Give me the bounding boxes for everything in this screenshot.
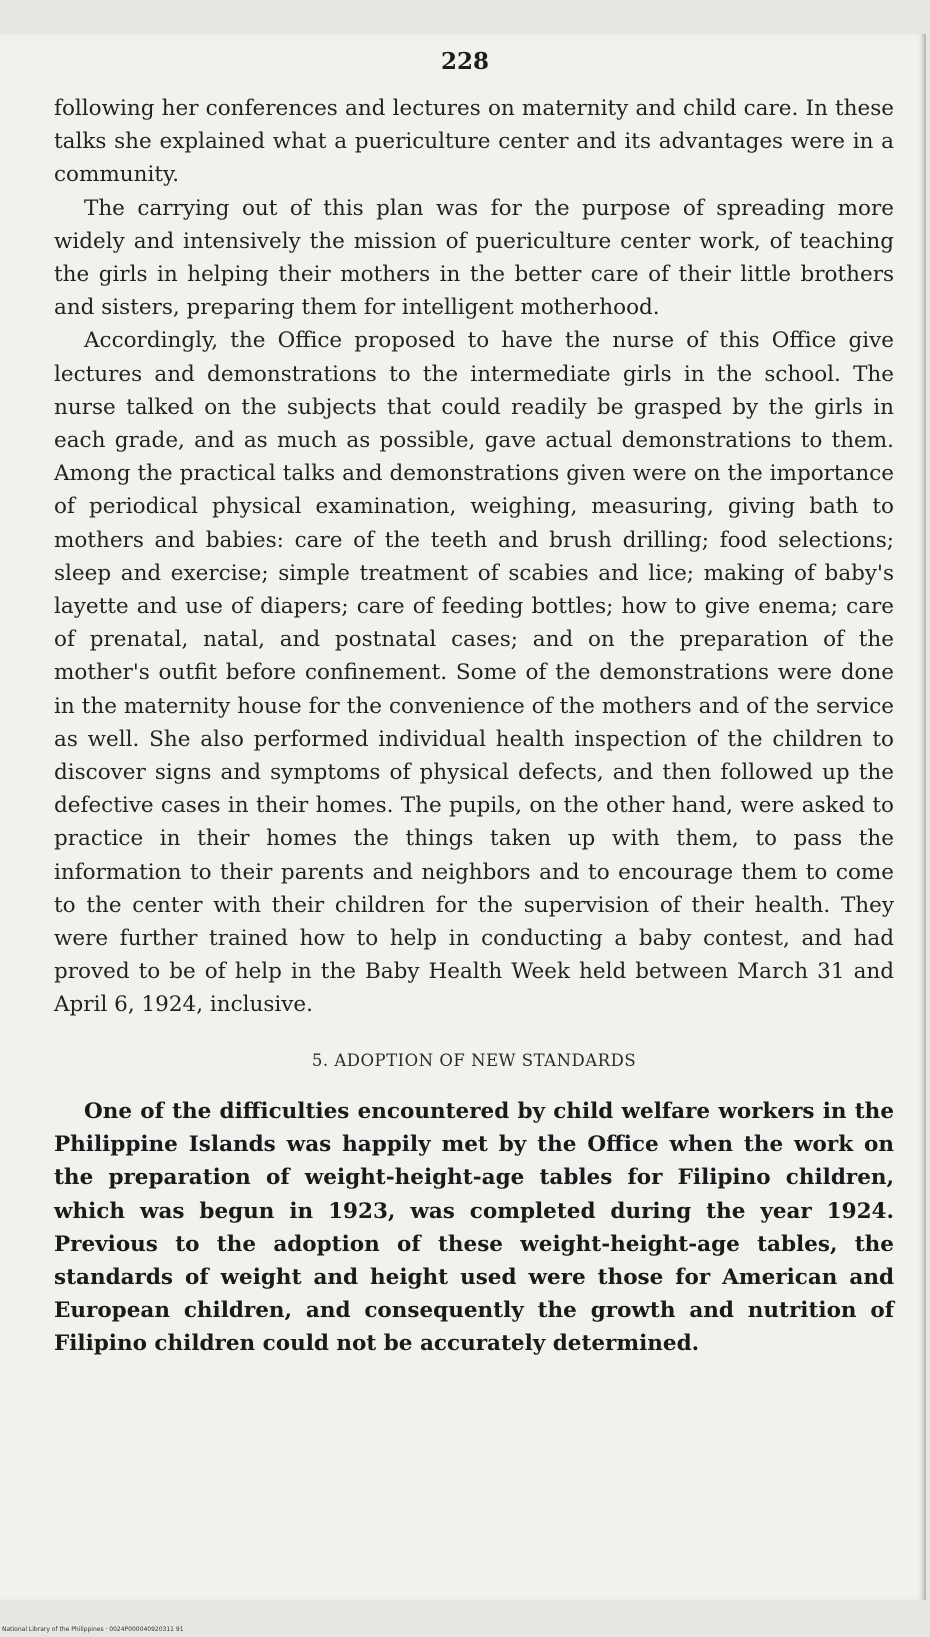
footer-credit: National Library of the Philippines · 0024P000040920311 91 xyxy=(2,1626,184,1633)
section-heading: 5. ADOPTION OF NEW STANDARDS xyxy=(311,1050,637,1070)
page-number: 228 xyxy=(440,48,489,75)
paragraph-3: Accordingly, the Office proposed to have the nurse of this Office give lectures and demonstrations to the intermediate girls in the school. The nurse talked on the subjects that could readily be grasped by the girls in each grade, and as much as possible, gave actual demonstrations to them. Among the practical talks and demonstrations given were on the importance of periodical physical examination, weighing, measuring, giving bath to mothers and babies: care of the teeth and brush drilling; food selections; sleep and exercise; simple treatment of scabies and lice; making of baby's layette and use of diapers; care of feeding bottles; how to give enema; care of prenatal, natal, and postnatal cases; and on the preparation of the mother's outfit before confinement. Some of the demonstrations were done in the maternity house for the convenience of the mothers and of the service as well. She also performed individual health inspection of the children to discover signs and symptoms of physical defects, and then followed up the defective cases in their homes. The pupils, on the other hand, were asked to practice in their homes the things taken up with them, to pass the information to their parents and neighbors and to encourage them to come to the center with their children for the supervision of their health. They were further trained how to help in conducting a baby contest, and had proved to be of help in the Baby Health Week held between March 31 and April 6, 1924, inclusive. xyxy=(54,328,894,1018)
page-body xyxy=(54,92,894,1361)
section-paragraph: One of the difficulties encountered by child welfare workers in the Philippine Islands was happily met by the Office when the work on the preparation of weight-height-age tables for Filipino children, which was begun in 1923, was completed during the year 1924. Previous to the adoption of these weight-height-age tables, the standards of weight and height used were those for American and European children, and consequently the growth and nutrition of Filipino children could not be accurately determined. xyxy=(54,1098,894,1357)
paragraph-1: following her conferences and lectures on maternity and child care. In these talks she explained what a puericulture center and its advantages were in a community. xyxy=(54,96,894,188)
paragraph-2: The carrying out of this plan was for the purpose of spreading more widely and intensively the mission of puericulture center work, of teaching the girls in helping their mothers in the better care of their little brothers and sisters, preparing them for intelligent motherhood. xyxy=(54,195,894,321)
